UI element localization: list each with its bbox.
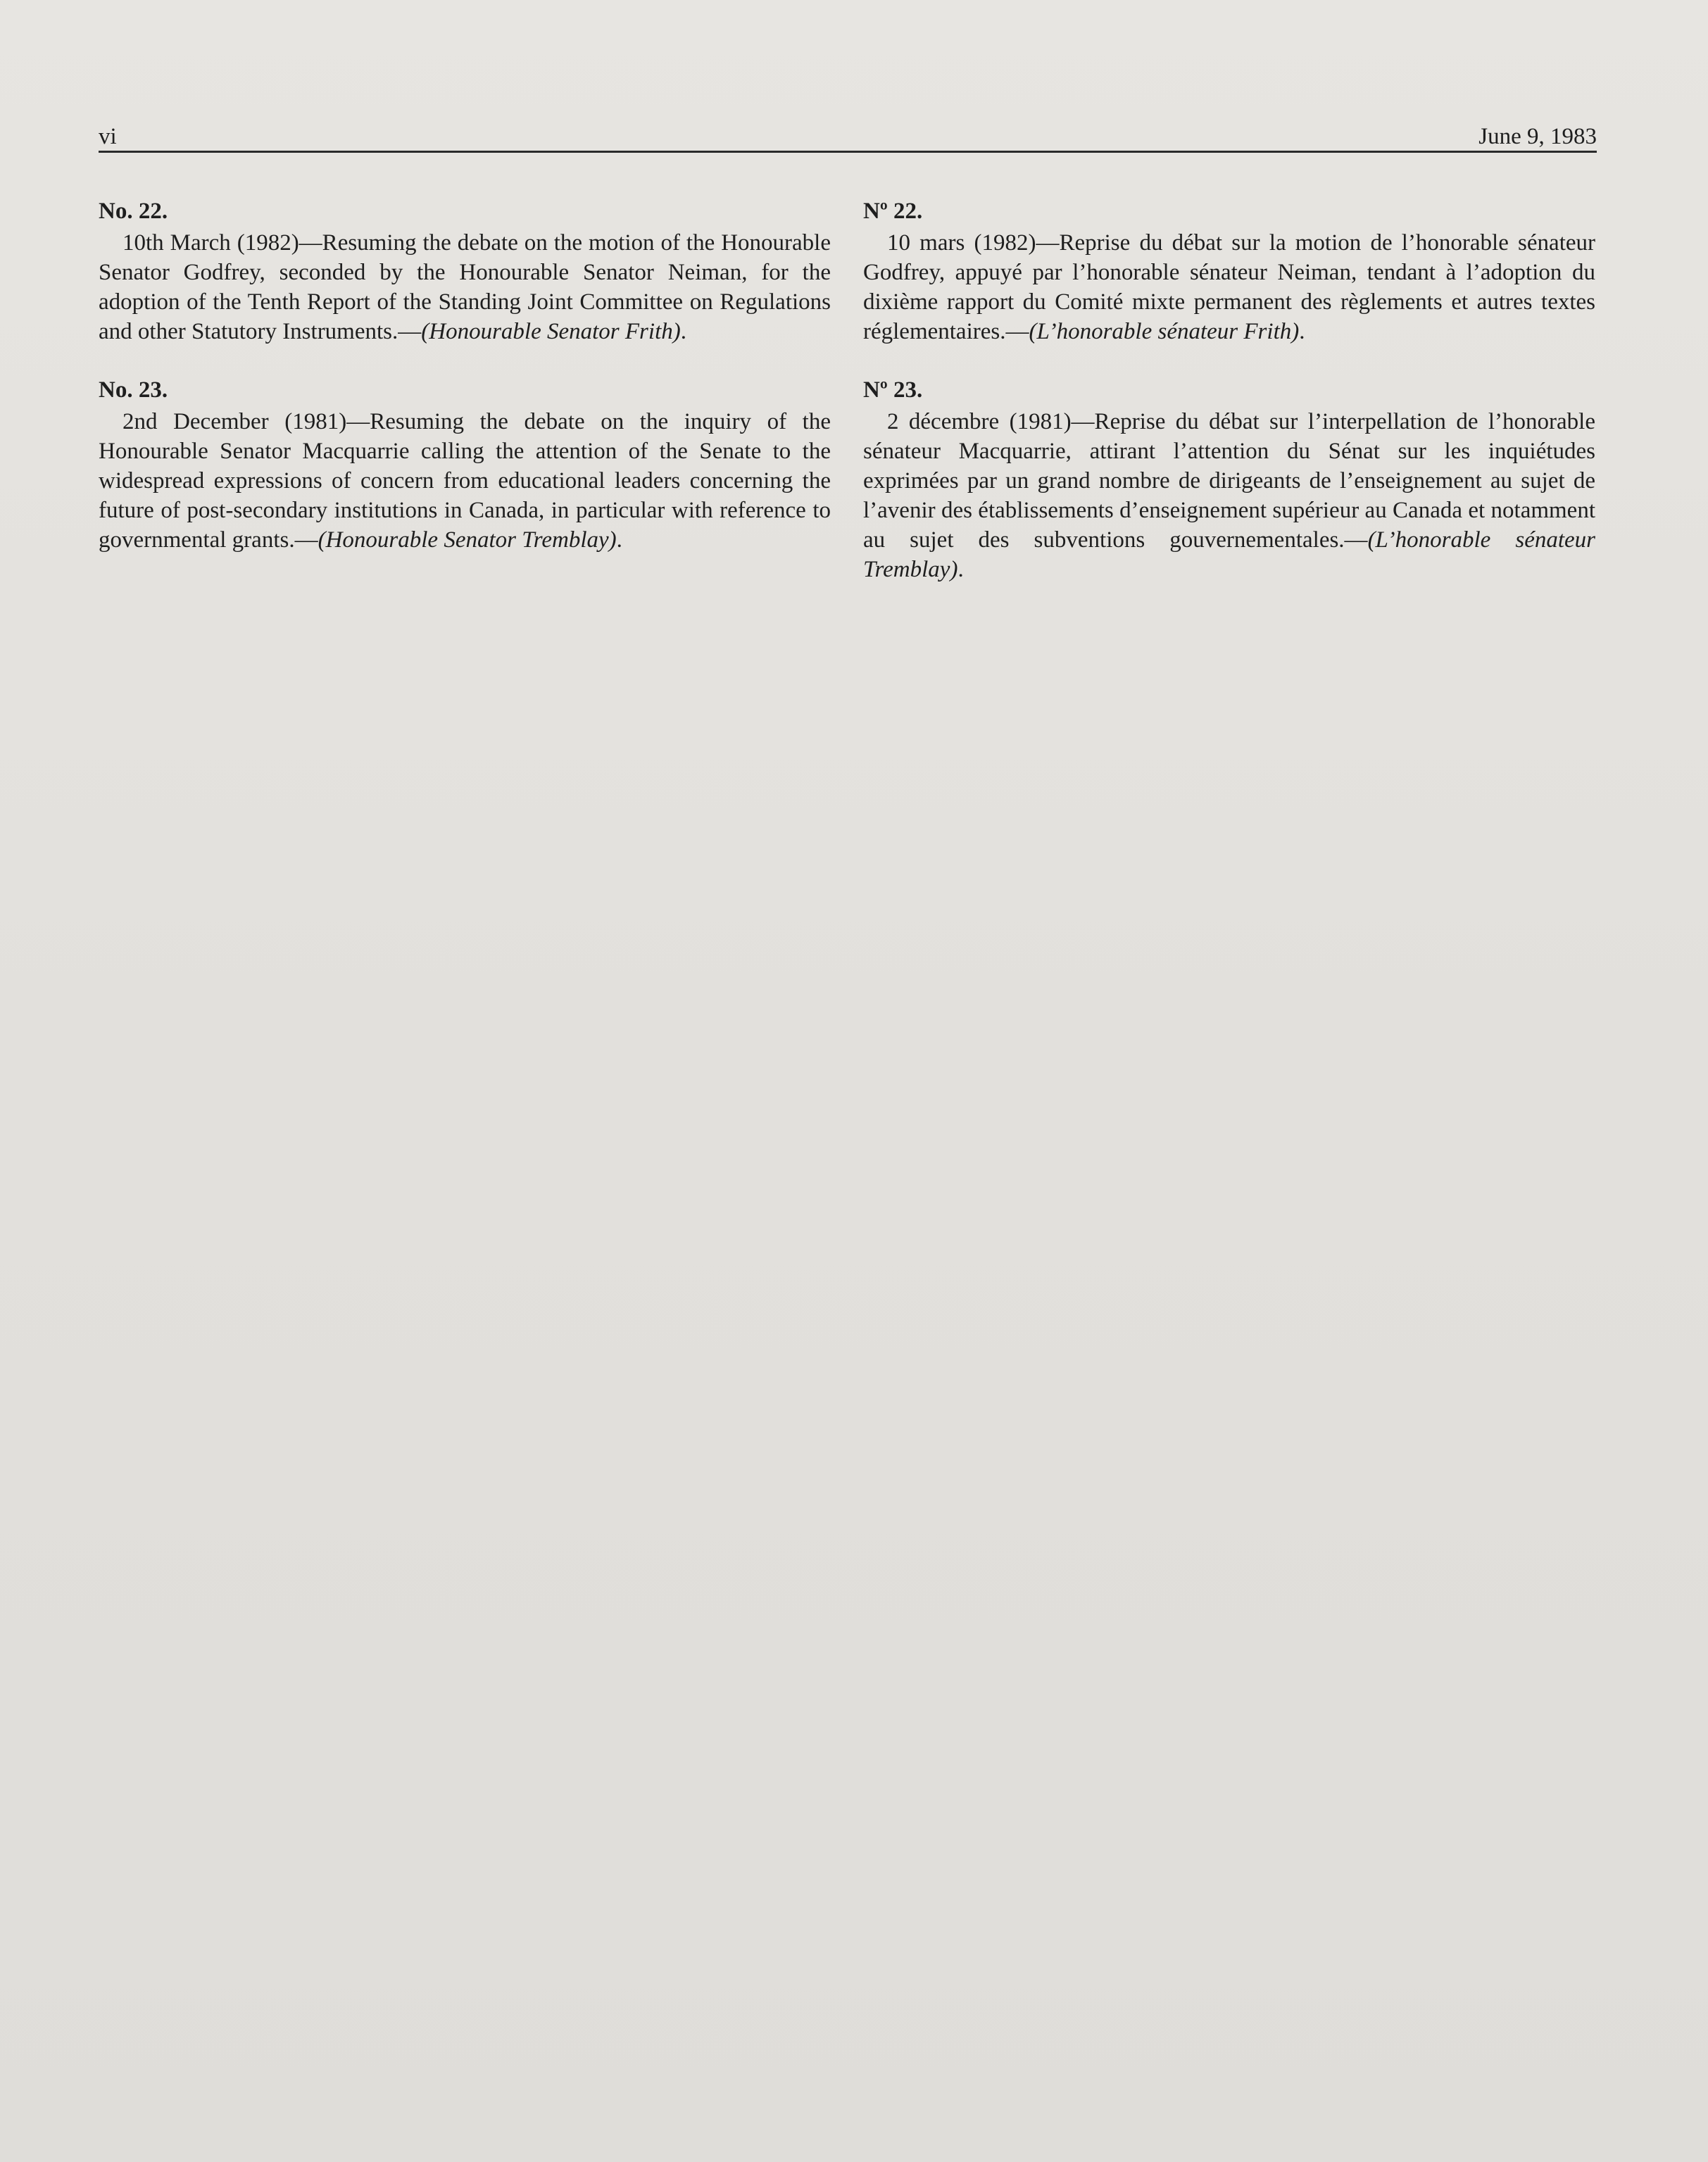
entry-body	[99, 407, 831, 555]
entry-attribution: (L’honorable sénateur Frith)	[1029, 319, 1300, 344]
entry-number: No. 23.	[99, 377, 168, 403]
entry-attribution: (L’honorable sénateur Tremblay)	[863, 527, 1595, 582]
order-entry-23-fr	[863, 375, 1595, 584]
entry-text: 2nd December (1981)—Resuming the debate on the inquiry of the Honourable Senator Macquarrie calling the attention of the Senate to the widespread expressions of concern from educational leaders concerning the future of post-secondary institutions in Canada, in particular with reference to governmental grants.—	[99, 409, 831, 553]
order-entry-23-en	[99, 375, 831, 555]
english-column	[99, 196, 831, 583]
entry-end: .	[1299, 319, 1305, 344]
header-rule	[99, 151, 1597, 153]
order-entry-22-fr	[863, 196, 1595, 346]
entry-end: .	[680, 319, 686, 344]
page-header	[99, 117, 1597, 152]
entry-text: 2 décembre (1981)—Reprise du débat sur l’interpellation de l’honorable sénateur Macquarrie, attirant l’attention du Sénat sur les inquiétudes exprimées par un grand nombre de dirigeants de l’enseignement au sujet de l’avenir des établissements d’enseignement supérieur au Canada et notamment au sujet des subventions gouvernementales.—	[863, 409, 1595, 553]
entry-number: No. 22.	[99, 199, 168, 224]
entry-body	[863, 228, 1595, 346]
entry-number: Nº 22.	[863, 199, 923, 224]
entry-body	[99, 228, 831, 346]
header-date: June 9, 1983	[1478, 124, 1597, 149]
entry-attribution: (Honourable Senator Frith)	[421, 319, 681, 344]
entry-attribution: (Honourable Senator Tremblay)	[318, 527, 617, 553]
entry-text: 10th March (1982)—Resuming the debate on the motion of the Honourable Senator Godfrey, seconded by the Honourable Senator Neiman, for the adoption of the Tenth Report of the Standing Joint Committee on Regulations and other Statutory Instruments.—	[99, 230, 831, 344]
entry-number: Nº 23.	[863, 377, 923, 403]
entry-body	[863, 407, 1595, 584]
entry-end: .	[957, 557, 964, 582]
entry-text: 10 mars (1982)—Reprise du débat sur la motion de l’honorable sénateur Godfrey, appuyé par l’honorable sénateur Neiman, tendant à l’adoption du dixième rapport du Comité mixte permanent des règlements et autres textes réglementaires.—	[863, 230, 1595, 344]
page-folio: vi	[99, 124, 117, 149]
french-column	[863, 196, 1595, 612]
order-entry-22-en	[99, 196, 831, 346]
entry-end: .	[616, 527, 622, 553]
